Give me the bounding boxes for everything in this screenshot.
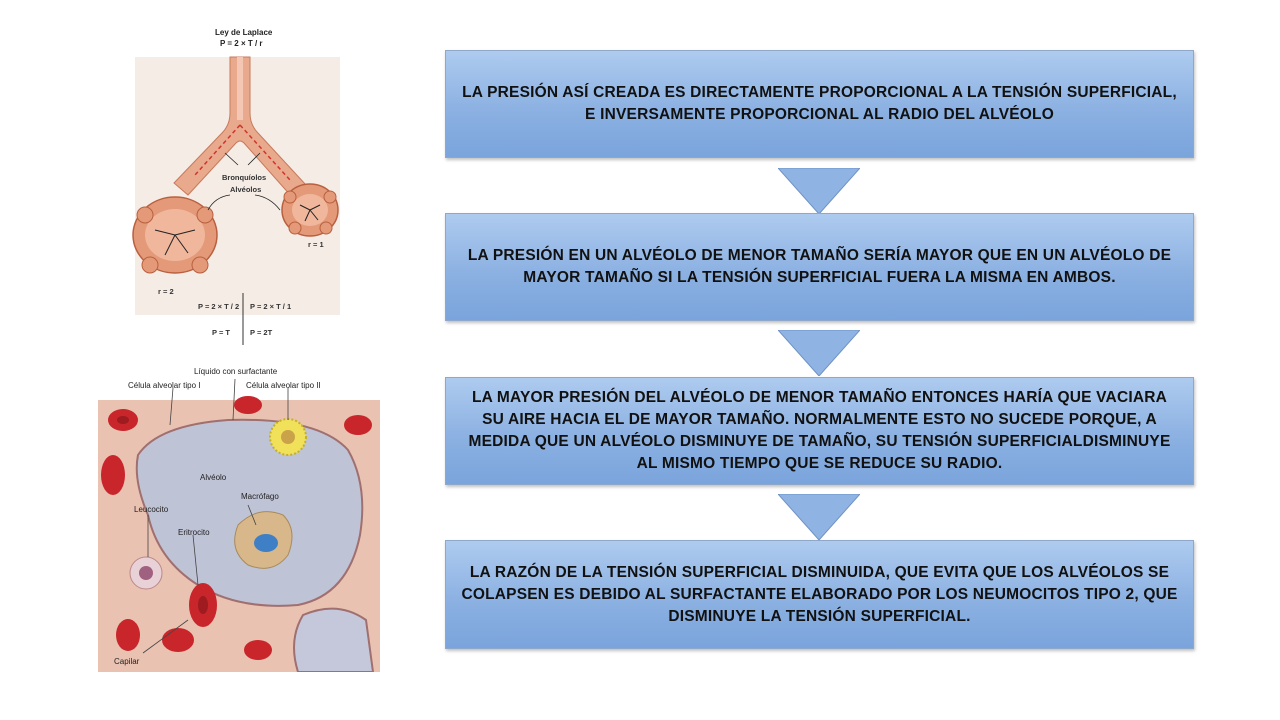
laplace-figure: [130, 25, 345, 350]
label-liquido: Líquido con surfactante: [194, 367, 278, 376]
small-alveolus: [282, 184, 338, 236]
alveolus-figure: [98, 365, 380, 672]
laplace-formula: P = 2 × T / r: [220, 39, 263, 48]
flow-text-1: LA PRESIÓN ASÍ CREADA ES DIRECTAMENTE PROPORCIONAL A LA TENSIÓN SUPERFICIAL, E INVERSAMENTE PROPORCIONAL AL RADIO DEL ALVÉOLO: [462, 84, 1177, 123]
label-alveolos: Alvéolos: [230, 185, 262, 194]
label-alveolo: Alvéolo: [200, 473, 227, 482]
label-r1: r = 1: [308, 240, 324, 249]
eq-right-1: P = 2 × T / 1: [250, 302, 292, 311]
flow-box-2: [445, 213, 1194, 321]
eq-left-2: P = T: [212, 328, 230, 337]
eq-right-2: P = 2T: [250, 328, 273, 337]
laplace-title: Ley de Laplace: [215, 28, 273, 37]
label-capilar: Capilar: [114, 657, 140, 666]
label-celula-1: Célula alveolar tipo I: [128, 381, 201, 390]
down-arrow-icon: [778, 168, 860, 214]
label-macrofago: Macrófago: [241, 492, 279, 501]
label-r2: r = 2: [158, 287, 174, 296]
eq-left-1: P = 2 × T / 2: [198, 302, 240, 311]
large-alveolus: [133, 197, 217, 273]
flow-box-3: [445, 377, 1194, 485]
flow-text-3: LA MAYOR PRESIÓN DEL ALVÉOLO DE MENOR TAMAÑO ENTONCES HARÍA QUE VACIARA SU AIRE HACIA EL DE MAYOR TAMAÑO. NORMALMENTE ESTO NO SUCEDE PORQUE, A MEDIDA QUE UN ALVÉOLO DISMINUYE DE TAMAÑO, SU TENSIÓN SUPERFICIALDISMINUYE AL MISMO TIEMPO QUE SE REDUCE SU RADIO.: [468, 389, 1171, 472]
flow-text-2: LA PRESIÓN EN UN ALVÉOLO DE MENOR TAMAÑO SERÍA MAYOR QUE EN UN ALVÉOLO DE MAYOR TAMAÑO SI LA TENSIÓN SUPERFICIAL FUERA LA MISMA EN AMBOS.: [467, 247, 1172, 286]
flow-box-4: [445, 540, 1194, 649]
label-leucocito: Leucocito: [134, 505, 169, 514]
down-arrow-icon: [778, 330, 860, 376]
label-bronquiolos: Bronquíolos: [222, 173, 267, 182]
flow-text-4: LA RAZÓN DE LA TENSIÓN SUPERFICIAL DISMINUIDA, QUE EVITA QUE LOS ALVÉOLOS SE COLAPSEN ES DEBIDO AL SURFACTANTE ELABORADO POR LOS NEUMOCITOS TIPO 2, QUE DISMINUYE LA TENSIÓN SUPERFICIAL.: [461, 563, 1178, 625]
down-arrow-icon: [778, 494, 860, 540]
flow-box-1: [445, 50, 1194, 158]
label-celula-2: Célula alveolar tipo II: [246, 381, 321, 390]
alveolus-illustration: [98, 365, 380, 672]
label-eritrocito: Eritrocito: [178, 528, 210, 537]
